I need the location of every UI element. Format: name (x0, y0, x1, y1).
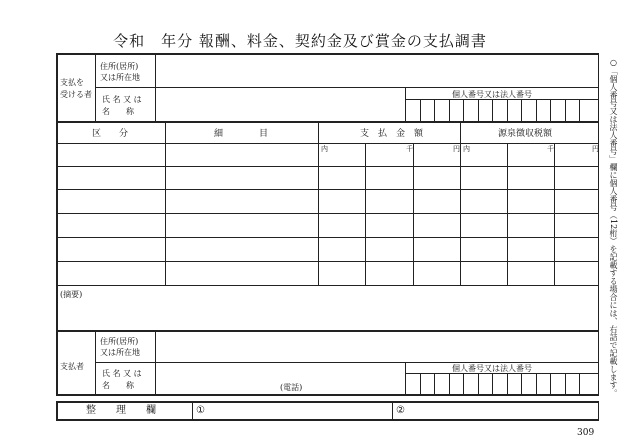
recipient-address-label-1: 住所(居所) (100, 62, 139, 71)
payer-name-label-2: 名 称 (102, 381, 134, 390)
summary-bottom-line (56, 330, 599, 332)
payer-address-label-1: 住所(居所) (100, 337, 139, 346)
amount-unit-en: 円 (453, 145, 460, 153)
amount-unit-sen: 千 (406, 145, 413, 153)
tax-unit-sen: 千 (547, 145, 554, 153)
recipient-number-box-left (405, 87, 406, 121)
payer-address-row-line (95, 362, 599, 363)
table-top-line (56, 121, 599, 123)
header-category: 区 分 (92, 129, 129, 139)
tax-unit-en: 円 (592, 145, 599, 153)
payer-number-box-left (405, 362, 406, 394)
recipient-name-label-1: 氏 名 又 は (102, 95, 142, 104)
tax-unit-uchi: 内 (463, 145, 470, 153)
admin-bottom-border (56, 419, 599, 421)
outer-top-border (56, 53, 599, 55)
form-title: 令和 年分 報酬、料金、契約金及び賞金の支払調書 (113, 32, 487, 50)
page-number: 309 (577, 428, 595, 438)
recipient-name-label-2: 名 称 (102, 107, 134, 116)
table-header-bottom-line (56, 143, 599, 144)
admin-right-border (598, 401, 599, 421)
outer-bottom-border (56, 394, 599, 396)
recipient-number-label: 個人番号又は法人番号 (452, 90, 532, 99)
admin-mid-divider (392, 401, 393, 421)
recipient-section-label-1: 支払を (60, 78, 84, 87)
admin-left-border (56, 401, 58, 421)
payer-name-label-1: 氏 名 又 は (102, 369, 142, 378)
admin-label-divider (192, 401, 193, 421)
payer-number-label: 個人番号又は法人番号 (452, 364, 532, 373)
recipient-section-label-2: 受ける者 (60, 90, 92, 99)
outer-left-border (56, 53, 58, 395)
header-detail: 細 目 (214, 129, 269, 139)
admin-label: 整 理 欄 (86, 405, 156, 416)
outer-right-border (598, 53, 599, 395)
payer-phone-label: (電話) (280, 383, 303, 392)
payer-section-label: 支払者 (60, 362, 84, 371)
amount-unit-uchi: 内 (321, 145, 328, 153)
payer-address-label-2: 又は所在地 (100, 348, 140, 357)
admin-top-border (56, 401, 599, 403)
side-note: ○「個人番号又は法人番号」欄に個人番号（12桁）を記載する場合には、右詰で記載します。 (609, 58, 618, 398)
header-tax: 源泉徴収税額 (498, 129, 553, 139)
recipient-address-label-2: 又は所在地 (100, 73, 140, 82)
summary-label: (摘要) (60, 290, 83, 299)
admin-circle-2: ② (396, 405, 405, 416)
recipient-address-row-line (95, 87, 599, 88)
header-amount: 支 払 金 額 (360, 129, 424, 139)
admin-circle-1: ① (196, 405, 205, 416)
